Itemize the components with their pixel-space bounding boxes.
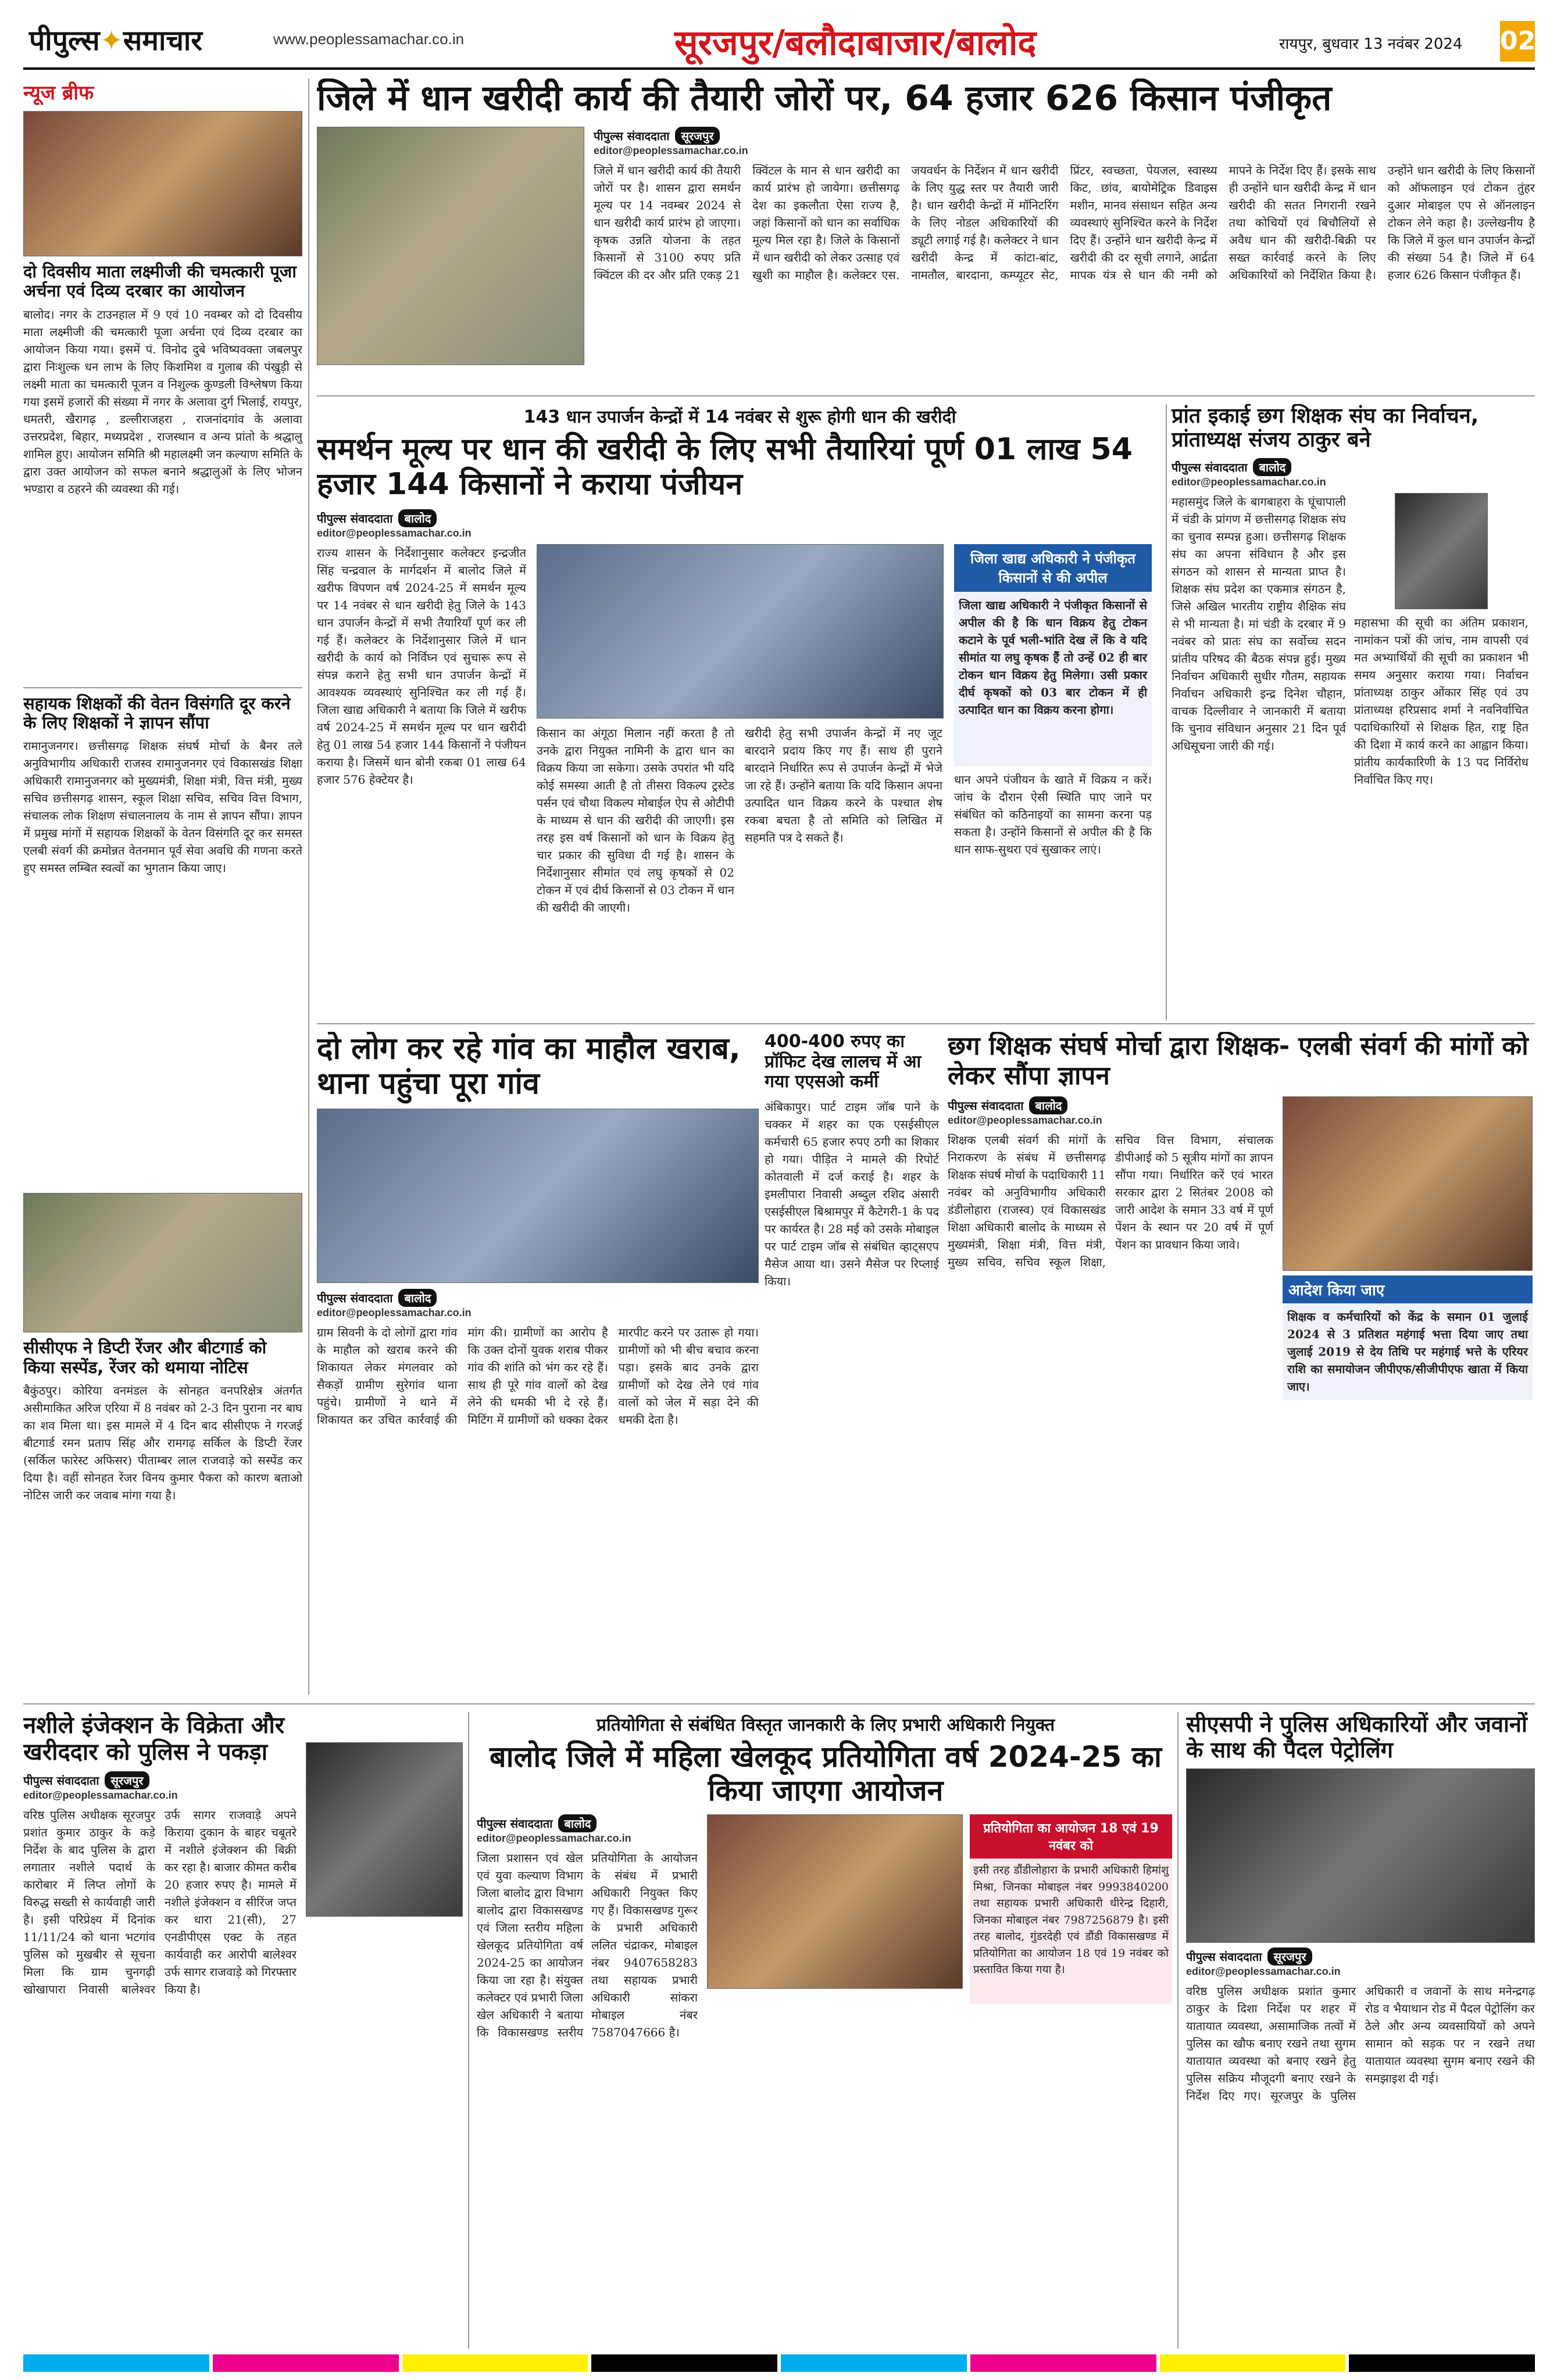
paddy-body-4: धान अपने पंजीयन के खाते में विक्रय न करें। जांच के दौरान ऐसी स्थिति पाए जाने पर संबंधित को कठिनाइयों का सामना करना पड़ सकता है। उन्होंने किसानों से अपील की है कि धान साफ-सुथरा एवं सुखाकर लाएं। xyxy=(954,772,1152,856)
athletes-photo xyxy=(707,1814,963,1989)
brief-3-body: बैकुंठपुर। कोरिया वनमंडल के सोनहत वनपरिक्षेत्र अंतर्गत असीमाकित अरिज एरिया में 8 नवंबर को 2-3 दिन पुराना नर बाघ का शव मिला था। इस मामले में 4 दिन बाद सीसीएफ ने गरजई बीटगार्ड रमन प्रताप सिंह और रामगढ़ सर्किल के डिप्टी रेंजर (सर्किल फारेस्ट अफिसर) पीताम्बर लाल राजवाड़े को सस्पेंड कर दिया है। वहीं सोनहत रेंजर विनय कुमार पैकरा को कारण बताओ नोटिस जारी कर जवाब मांगा गया है। xyxy=(23,1384,302,1503)
newspaper-logo: पीपुल्स✦समाचार xyxy=(29,24,202,57)
puja-photo xyxy=(23,111,302,256)
sports-email[interactable]: editor@peoplessamachar.co.in xyxy=(477,1832,631,1844)
teacher-union-body: महासमुंद जिले के बागबाहरा के घूंचापाली में चंडी के प्रांगण में छत्तीसगढ़ शिक्षक संघ का चुनाव सम्पन्न हुआ। छत्तीसगढ़ शिक्षक संघ का अपना संविधान है और इस संगठन को शासन से मान्यता प्राप्त है। शिक्षक संघ प्रदेश का एकमात्र संगठन है, जिसे अखिल भारतीय राष्ट्रीय शैक्षिक संघ से भी मान्यता है। मां चंडी के दरबार में 9 नवंबर को प्रातः संघ का सर्वोच्च सदन प्रांतीय परिषद की बैठक संपन्न हुई। मुख्य निर्वाचन अधिकारी सुधीर गौतम, सहायक निर्वाचन अधिकारी इन्द्र दिनेश चौहान, वाचक दिल्लीवार ने जानकारी में बताया कि चुनाव संविधान अनुसार 21 दिन पूर्व अधिसूचना जारी की गई। xyxy=(1172,494,1346,753)
sports-box-body: इसी तरह डौंडीलोहारा के प्रभारी अधिकारी हिमांशु मिश्रा, जिनका मोबाइल नंबर 9993840200 तथा सहायक प्रभारी अधिकारी धीरेन्द्र दिहारी, जिनका मोबाइल नंबर 7987256879 है। इसी तरह बालोद, गुंडरदेही एवं डौंडी विकासखण्ड में प्रतियोगिता का आयोजन 18 एवं 19 नवंबर को प्रस्तावित किया गया है। xyxy=(970,1859,1172,2004)
teacher-union-story xyxy=(1172,404,1535,1020)
village-story xyxy=(317,1032,759,1700)
brief-1-headline: दो दिवसीय माता लक्ष्मीजी की चमत्कारी पूजा अर्चना एवं दिव्य दरबार का आयोजन xyxy=(23,262,297,301)
memorandum-headline: छग शिक्षक संघर्ष मोर्चा द्वारा शिक्षक- एलबी संवर्ग की मांगों को लेकर सौंपा ज्ञापन xyxy=(948,1032,1529,1091)
patrol-byline: पीपुल्स संवाददाता सूरजपुर xyxy=(1186,1947,1535,1966)
registration-strip xyxy=(23,2354,1535,2372)
lead-byline: पीपुल्स संवाददाता सूरजपुर xyxy=(594,127,1535,145)
drugs-headline: नशीले इंजेक्शन के विक्रेता और खरीददार को पुलिस ने पकड़ा xyxy=(23,1712,285,1766)
news-brief-label: न्यूज ब्रीफ xyxy=(23,81,94,105)
village-email[interactable]: editor@peoplessamachar.co.in xyxy=(317,1306,472,1318)
dateline: रायपुर, बुधवार 13 नवंबर 2024 xyxy=(1279,35,1463,53)
paddy-byline: पीपुल्स संवाददाता बालोद xyxy=(317,509,1163,527)
paddy-body-3: खरीदी हेतु सभी उपार्जन केन्द्रों में नए जूट बारदाने प्रदाय किए गए हैं। साथ ही पुराने बारदाने निर्धारित रूप से उपार्जन केन्द्रों में भेजे जा रहे हैं। उन्होंने बताया कि यदि किसान अपना उत्पादित धान विक्रय करने के पश्चात शेष रकबा बचता है तो समिति को लिखित में सहमति पत्र दे सकते हैं। xyxy=(745,726,942,845)
village-byline: पीपुल्स संवाददाता बालोद xyxy=(317,1289,759,1307)
masthead xyxy=(23,17,1535,70)
aso-headline: 400-400 रुपए का प्रॉफिट देख लालच में आ गया एएसओ कर्मी xyxy=(765,1032,922,1092)
lead-body: जिले में धान खरीदी कार्य की तैयारी जोरों पर है। शासन द्वारा समर्थन मूल्य पर 14 नवम्बर 2024 से धान खरीदी कार्य प्रारंभ हो जाएगा। कृषक उन्नति योजना के तहत किसानों से 3100 रुपए प्रति क्विंटल की दर और प्रति एकड़ 21 क्विंटल के मान से धान खरीदी का कार्य प्रारंभ हो जायेगा। छत्तीसगढ़ देश का इकलौता ऐसा राज्य है, जहां किसानों को धान का सर्वाधिक मूल्य मिल रहा है। जिले के किसानों में धान खरीदी को लेकर उत्साह एवं खुशी का माहौल है। कलेक्टर एस. जयवर्धन के निर्देशन में धान खरीदी के लिए युद्ध स्तर पर तैयारी जारी है। धान खरीदी केन्द्रों में मॉनिटरिंग के लिए नोडल अधिकारियों की ड्यूटी लगाई गई है। कलेक्टर ने धान खरीदी केन्द्र में कांटा-बांट, नामतौल, बारदाना, कम्प्यूटर सेट, प्रिंटर, स्वच्छता, पेयजल, स्वास्थ्य किट, छांव, बायोमेट्रिक डिवाइस मशीन, मानव संसाधन सहित अन्य व्यवस्थाएं सुनिश्चित करने के निर्देश दिए हैं। उन्होंने धान खरीदी केन्द्र में खरीदी की दर सूची लगाने, आर्द्रता मापक यंत्र से धान की नमी को मापने के निर्देश दिए हैं। इसके साथ ही उन्होंने धान खरीदी केन्द्र में धान खरीदी की सतत निगरानी रखने तथा कोचियों एवं बिचौलियों से अवैध धान की खरीदी-बिक्री पर सख्त कार्रवाई करने के लिए अधिकारियों को निर्देशित किया है। उन्होंने धान खरीदी के लिए किसानों को ऑफलाइन एवं टोकन तुंहर दुआर मोबाइल एप से ऑनलाइन टोकन लेने कहा है। उल्लेखनीय है कि जिले में कुल धान उपार्जन केन्द्रों की संख्या 54 है। जिले में 64 हजार 626 किसान पंजीकृत हैं। xyxy=(594,163,1535,282)
paddy-sidebox-title: जिला खाद्य अधिकारी ने पंजीकृत किसानों से की अपील xyxy=(954,544,1152,592)
sports-kicker: प्रतियोगिता से संबंधित विस्तृत जानकारी के लिए प्रभारी अधिकारी नियुक्त xyxy=(596,1715,1055,1735)
paddy-story xyxy=(317,404,1163,1020)
paddy-body-1: राज्य शासन के निर्देशानुसार कलेक्टर इन्द्रजीत सिंह चन्द्रवाल के मार्गदर्शन में बालोद जिले में खरीफ विपणन वर्ष 2024-25 में समर्थन मूल्य पर 14 नवंबर से धान खरीदी हेतु जिले के 143 धान उपार्जन केन्द्रों में सभी तैयारियाँ पूर्ण कर ली गई हैं। कलेक्टर के निर्देशानुसार जिले में धान खरीदी के कार्य को निर्विघ्न एवं सुचारू रूप से संपन्न कराने हेतु सभी धान उपार्जन केन्द्रों में आवश्यक व्यवस्थाएं सुनिश्चित कर ली गई हैं। जिला खाद्य अधिकारी ने बताया कि जिले में खरीफ वर्ष 2024-25 में समर्थन मूल्य पर धान खरीदी हेतु 01 लाख 54 हजार 144 किसानों ने पंजीयन कराया है। जिसमें धान बोनी रकबा 01 लाख 64 हजार 576 हेक्टेयर है। xyxy=(317,545,526,787)
delegation-photo xyxy=(1283,1096,1533,1271)
patrol-photo xyxy=(1186,1768,1535,1943)
drugs-email[interactable]: editor@peoplessamachar.co.in xyxy=(23,1789,178,1801)
sports-body: जिला प्रशासन एवं खेल एवं युवा कल्याण विभाग जिला बालोद द्वारा विभाग बालोद द्वारा विकासखण्ड एवं जिला स्तरीय महिला खेलकूद प्रतियोगिता वर्ष 2024-25 का आयोजन किया जा रहा है। संयुक्त कलेक्टर एवं प्रभारी जिला खेल अधिकारी ने बताया कि विकासखण्ड स्तरीय प्रतियोगिता के आयोजन के संबंध में प्रभारी अधिकारी नियुक्त किए गए हैं। विकासखण्ड गुरूर के प्रभारी अधिकारी ललित चंद्राकर, मोबाइल नंबर 9407658283 तथा सहायक प्रभारी अधिकारी सांकरा मोबाइल नंबर 7587047666 है। xyxy=(477,1851,698,2039)
brief-2-headline: सहायक शिक्षकों की वेतन विसंगति दूर करने के लिए शिक्षकों ने ज्ञापन सौंपा xyxy=(23,687,302,733)
patrol-story xyxy=(1186,1712,1535,2349)
memorandum-callout-body: शिक्षक व कर्मचारियों को केंद्र के समान 01 जुलाई 2024 से 3 प्रतिशत महंगाई भत्ता दिया जाए तथा जुलाई 2019 से देय तिथि पर महंगाई भत्ते के एरियर राशि का समायोजन जीपीएफ/सीजीपीएफ खाता में किया जाए। xyxy=(1283,1303,1533,1400)
sports-story xyxy=(477,1712,1174,2349)
paddy-body-2: किसान का अंगूठा मिलान नहीं करता है तो उनके द्वारा नियुक्त नामिनी के द्वारा धान का विक्रय किया जा सकेगा। उसके उपरांत भी यदि कोई समस्या आती है तो तीसरा विकल्प ट्रस्टेड पर्सन एवं चौथा विकल्प मोबाईल ऐप से ओटीपी के माध्यम से धान की खरीदी की जाएगी। इस तरह इस वर्ष किसानों को धान के विक्रय हेतु चार प्रकार की सुविधा दी गई है। शासन के निर्देशानुसार सीमांत एवं लघु कृषकों से 02 टोकन में एवं दीर्घ किसानों से 03 टोकन में धान की खरीदी की जाएगी। xyxy=(537,726,734,914)
paddy-kicker: 143 धान उपार्जन केन्द्रों में 14 नवंबर से शुरू होगी धान की खरीदी xyxy=(523,407,956,427)
paddy-sidebox-body: जिला खाद्य अधिकारी ने पंजीकृत किसानों से अपील की है कि धान विक्रय हेतु टोकन कटाने के पूर्व भली-भांति देख लें कि वे यदि सीमांत या लघु कृषक हैं तो उन्हें 02 ही बार टोकन धान विक्रय हेतु मिलेगा। उसी प्रकार दीर्घ कृषकों को 03 बार टोकन में ही उत्पादित धान का विक्रय करना होगा। xyxy=(954,592,1152,766)
accused-photo xyxy=(306,1742,463,1917)
teacher-union-email[interactable]: editor@peoplessamachar.co.in xyxy=(1172,476,1326,488)
sports-headline: बालोद जिले में महिला खेलकूद प्रतियोगिता वर्ष 2024-25 का किया जाएगा आयोजन xyxy=(490,1740,1162,1807)
teacher-union-headline: प्रांत इकाई छग शिक्षक संघ का निर्वाचन, प्रांताध्यक्ष संजय ठाकुर बने xyxy=(1172,404,1479,452)
drugs-byline: पीपुल्स संवाददाता सूरजपुर xyxy=(23,1771,465,1789)
drugs-story xyxy=(23,1712,465,2349)
village-body: ग्राम सिवनी के दो लोगों द्वारा गांव के माहौल को खराब करने की शिकायत लेकर मंगलवार को सैकड़ों ग्रामीण सुरेगांव थाना पहुंचे। ग्रामीणों ने थाने में शिकायत कर उचित कार्रवाई की मांग की। ग्रामीणों का आरोप है कि उक्त दोनों युवक शराब पीकर गांव की शांति को भंग कर रहे हैं। साथ ही पूरे गांव वालों को देख लेने की धमकी भी दे रहे हैं। मिटिंग में ग्रामीणों को धक्का देकर मारपीट करने पर उतारू हो गया। ग्रामीणों को भी बीच बचाव करना पड़ा। इसके बाद उनके द्वारा ग्रामीणों को देख लेने एवं गांव वालों को जेल में सड़ा देने की धमकी देता है। xyxy=(317,1325,759,1427)
page-number: 02 xyxy=(1500,21,1535,62)
paddy-email[interactable]: editor@peoplessamachar.co.in xyxy=(317,527,472,539)
memorandum-email[interactable]: editor@peoplessamachar.co.in xyxy=(948,1114,1102,1127)
sports-byline: पीपुल्स संवाददाता बालोद xyxy=(477,1814,698,1832)
drugs-body: वरिष्ठ पुलिस अधीक्षक सूरजपुर प्रशांत कुमार ठाकुर के कड़े निर्देश के बाद पुलिस के द्वारा लगातार नशीले पदार्थ के कारोबार में लिप्त लोगों के विरुद्ध सख्ती से कार्यवाही जारी है। इसी परिप्रेक्ष्य में दिनांक 11/11/24 को थाना भटगांव पुलिस को मुखबीर से सूचना मिला कि ग्राम चुनगढ़ी खोखापारा निवासी बालेश्वर उर्फ सागर राजवाड़े अपने किराया दुकान के बाहर चबूतरे में नशीले इंजेक्शन की बिक्री कर रहा है। बाजार कीमत करीब 20 हजार रुपए है। मामले में नशीले इंजेक्शन व सीरिंज जप्त कर धारा 21(सी), 27 एनडीपीएस एक्ट के तहत कार्यवाही कर आरोपी बालेश्वर उर्फ सागर राजवाड़े को गिरफ्तार किया है। xyxy=(23,1808,297,1996)
sanjay-thakur-photo xyxy=(1395,493,1488,609)
edition-region: सूरजपुर/बलौदाबाजार/बालोद xyxy=(674,23,1037,63)
memorandum-story xyxy=(948,1032,1535,1700)
patrol-headline: सीएसपी ने पुलिस अधिकारियों और जवानों के साथ की पैदल पेट्रोलिंग xyxy=(1186,1712,1527,1763)
aso-body: अंबिकापुर। पार्ट टाइम जॉब पाने के चक्कर में शहर का एक एसईसीएल कर्मचारी 65 हजार रुपए ठगी का शिकार हो गया। पीड़ित ने मामले की रिपोर्ट कोतवाली में दर्ज कराई है। शहर के इमलीपारा निवासी अब्दुल रशिद अंसारी एसईसीएल बिश्रामपुर में कैटेगरी-1 के पद पर कार्यरत है। 28 मई को उसके मोबाइल पर पार्ट टाइम जॉब से संबंधित व्हाट्सएप मैसेज आया था। उसने मैसेज पर रिप्लाई किया। xyxy=(765,1099,939,1288)
memorandum-callout-title: आदेश किया जाए xyxy=(1283,1275,1533,1303)
memorandum-byline: पीपुल्स संवाददाता बालोद xyxy=(948,1096,1273,1114)
village-headline: दो लोग कर रहे गांव का माहौल खराब, थाना पहुंचा पूरा गांव xyxy=(317,1032,741,1101)
brief-1-body: बालोद। नगर के टाउनहाल में 9 एवं 10 नवम्बर को दो दिवसीय माता लक्ष्मीजी की चमत्कारी पूजा अर्चना एवं दिव्य दरबार का आयोजन किया गया। इसमें पं. विनोद दुबे भविष्यवक्ता जबलपुर द्वारा निःशुल्क धन लाभ के लिए किशमिश व गुलाब की पंखुड़ी से लक्ष्मी माता का चमत्कारी पूजन व निशुल्क कुण्डली विश्लेषण किया गया इसमें हजारों की संख्या में नगर के अलावा दुर्ग भिलाई, रायपुर, धमतरी, खैरागढ़ , डल्लीराजहरा , राजनांदगांव के अलावा उत्तरप्रदेश, बिहार, मध्यप्रदेश , राजस्थान व अन्य प्रांतो के श्रद्धालु शामिल हुए। आयोजन समिति श्री महालक्ष्मी जन कल्याण समिति के द्वारा उक्त आयोजन को सफल बनाने श्रद्धालुओं के लिए भोजन भण्डारा व ठहरने की व्यवस्था की गई। xyxy=(23,307,302,496)
patrol-email[interactable]: editor@peoplessamachar.co.in xyxy=(1186,1966,1341,1978)
patrol-body: वरिष्ठ पुलिस अधीक्षक प्रशांत कुमार ठाकुर के दिशा निर्देश पर शहर में यातायात व्यवस्था, असामाजिक तत्वों में पुलिस का खौफ बनाए रखने तथा सुगम यातायात व्यवस्था को बनाए रखने हेतु पुलिस सक्रिय मौजूदगी बनाए रखने के निर्देश दिए गए। सूरजपुर के पुलिस अधिकारी व जवानों के साथ मनेन्द्रगढ़ रोड व भैयाथान रोड में पैदल पेट्रोलिंग कर ठेले और अन्य व्यवसायियों को अपने सामान को सड़क पर न रखने तथा यातायात व्यवस्था सुगम बनाए रखने की समझाइश दी गई। xyxy=(1186,1984,1535,2103)
memorandum-body: शिक्षक एलबी संवर्ग की मांगों के निराकरण के संबंध में छत्तीसगढ़ शिक्षक संघर्ष मोर्चा के पदाधिकारी 11 नवंबर को अनुविभागीय अधिकारी डंडीलोहारा (राजस्व) एवं विकासखंड शिक्षा अधिकारी बालोद के माध्यम से मुख्यमंत्री, शिक्षा मंत्री, वित्त मंत्री, मुख्य सचिव, सचिव स्कूल शिक्षा, सचिव वित्त विभाग, संचालक डीपीआई को 5 सूत्रीय मांगों का ज्ञापन सौंपा गया। निर्धारित करें एवं भारत सरकार द्वारा 2 सितंबर 2008 को जारी आदेश के समान 33 वर्ष में पूर्ण पेंशन के स्थान पर 20 वर्ष में पूर्ण पेंशन का प्रावधान किया जावे। xyxy=(948,1133,1273,1270)
teacher-union-byline: पीपुल्स संवाददाता बालोद xyxy=(1172,458,1535,476)
website-url[interactable]: www.peoplessamachar.co.in xyxy=(273,30,465,48)
paddy-headline: समर्थन मूल्य पर धान की खरीदी के लिए सभी तैयारियां पूर्ण 01 लाख 54 हजार 144 किसानों ने कराया पंजीयन xyxy=(317,432,1133,502)
tiger-photo xyxy=(23,1193,302,1332)
lead-story xyxy=(317,78,1535,392)
farmer-photo xyxy=(317,127,584,365)
aso-story xyxy=(765,1032,939,1700)
sports-box-title: प्रतियोगिता का आयोजन 18 एवं 19 नवंबर को xyxy=(970,1814,1172,1859)
villagers-photo xyxy=(317,1109,759,1283)
teacher-union-body-2: महासभा की सूची का अंतिम प्रकाशन, नामांकन पत्रों की जांच, नाम वापसी एवं मत अभ्यार्थियों की सूची का प्रकाशन भी समय अनुसार कराया गया। निर्वाचन प्रांताध्यक्ष ठाकुर ओंकार सिंह एवं उप प्रांताध्यक्ष हरिप्रसाद शर्मा ने नवनिर्वाचित पदाधिकारियों से शिक्षक हित, राष्ट्र हित की दिशा में कार्य करने का आह्वान किया। प्रांतीय कार्यकारिणी के 13 पद निर्विरोध निर्वाचित किए गए। xyxy=(1354,615,1529,787)
lead-email[interactable]: editor@peoplessamachar.co.in xyxy=(594,145,748,156)
brief-2-body: रामानुजनगर। छत्तीसगढ़ शिक्षक संघर्ष मोर्चा के बैनर तले अनुविभागीय अधिकारी राजस्व रामानुजनगर एवं विकासखंड शिक्षा अधिकारी रामानुजनगर को मुख्यमंत्री, शिक्षा मंत्री, वित्त मंत्री, मुख्य सचिव छत्तीसगढ़ शासन, स्कूल शिक्षा सचिव, सचिव वित्त विभाग, संचालक लोक शिक्षण संचालनालय के नाम से ज्ञापन सौंपा। ज्ञापन में प्रमुख मांगों में सहायक शिक्षकों के वेतन विसंगति दूर कर समस्त एलबी संवर्ग की क्रमोन्नत वेतनमान पूर्व सेवा अवधि की गणना करते हुए समस्त लम्बित स्वत्वों का भुगतान किया जाए। xyxy=(23,739,302,875)
brief-3-headline: सीसीएफ ने डिप्टी रेंजर और बीटगार्ड को किया सस्पेंड, रेंजर को थमाया नोटिस xyxy=(23,1338,267,1377)
warehouse-photo xyxy=(537,544,944,719)
lead-headline: जिले में धान खरीदी कार्य की तैयारी जोरों पर, 64 हजार 626 किसान पंजीकृत xyxy=(317,78,1332,119)
